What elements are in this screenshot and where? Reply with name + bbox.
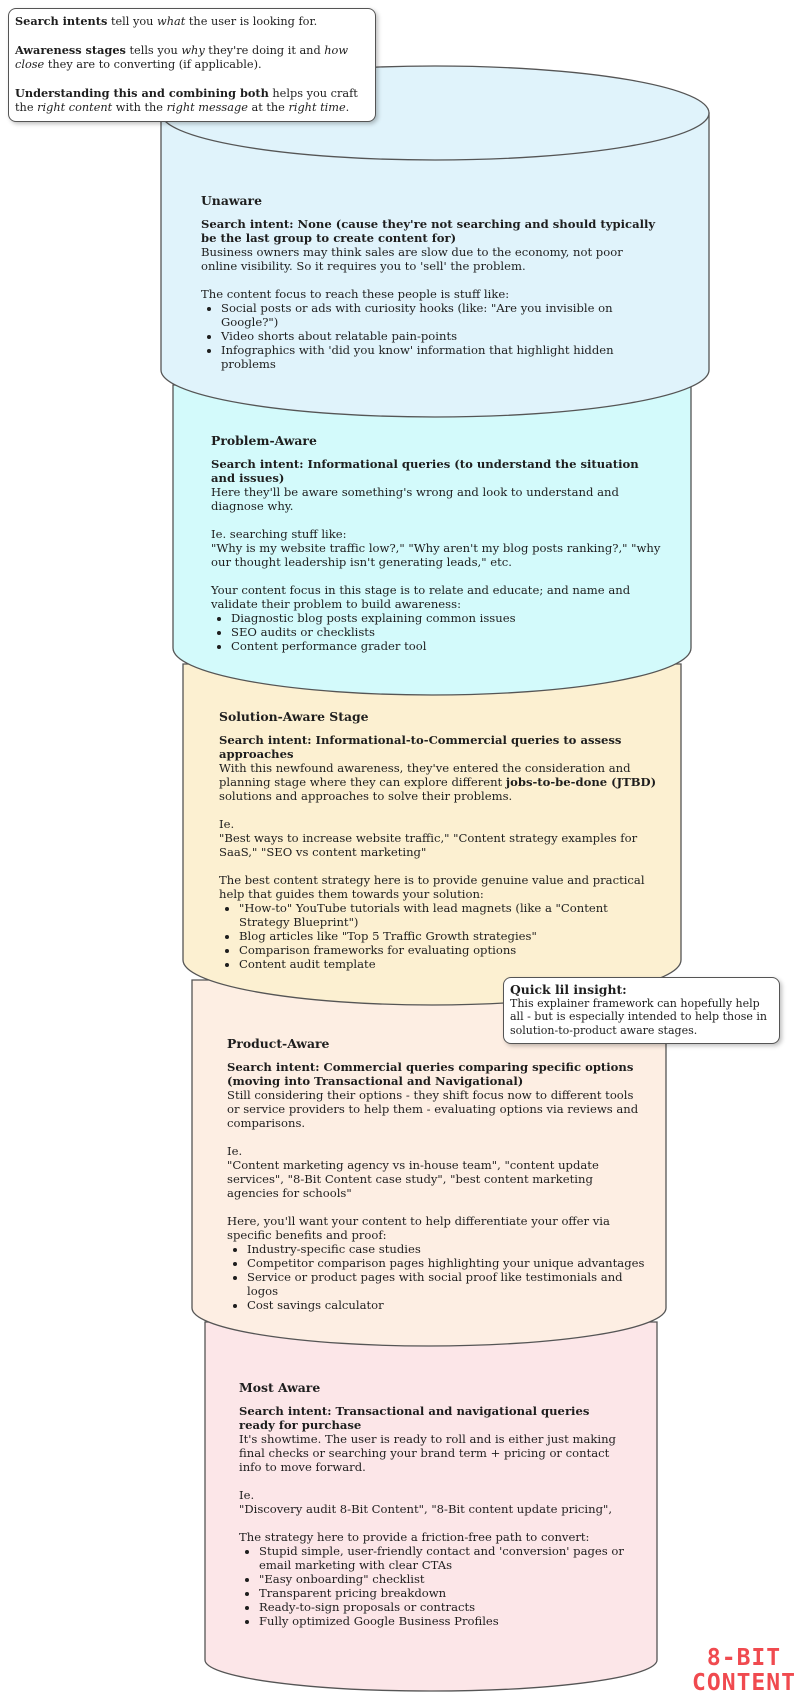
example-queries: "Why is my website traffic low?," "Why aren't my blog posts ranking?," "why our thought leadership isn't generating leads," etc. [211, 541, 661, 569]
list-item: • Transparent pricing breakdown [259, 1586, 629, 1600]
list-item: • Video shorts about relatable pain-points [221, 329, 661, 343]
intro-note: Search intents tell you what the user is looking for. Awareness stages tells you why they're doing it and how close they are to converting (if applicable). Understanding this and combining both helps you craft the right content with the right message at the right time. [8, 8, 376, 122]
list-item: • Industry-specific case studies [247, 1242, 647, 1256]
content-list [211, 611, 663, 653]
list-item: • Cost savings calculator [247, 1298, 647, 1312]
stage-product-aware [227, 1037, 647, 1312]
stage-unaware [201, 194, 661, 371]
example-queries: "Discovery audit 8-Bit Content", "8-Bit content update pricing", [239, 1502, 613, 1516]
insight-title: Quick lil insight: [510, 982, 627, 997]
content-list [219, 901, 657, 971]
list-item: • Social posts or ads with curiosity hooks (like: "Are you invisible on Google?") [221, 301, 661, 329]
example-queries: "Content marketing agency vs in-house team", "content update services", "8-Bit Content case study", "best content marketing agencies for schools" [227, 1158, 599, 1200]
search-intent: Search intent: None (cause they're not searching and should typically be the last group to create content for) [201, 217, 656, 245]
list-item: • Service or product pages with social proof like testimonials and logos [247, 1270, 647, 1298]
stage-title: Product-Aware [227, 1036, 330, 1051]
content-focus: Here, you'll want your content to help differentiate your offer via specific benefits and proof: [227, 1214, 610, 1242]
insight-note [503, 977, 780, 1044]
example-queries: "Best ways to increase website traffic," "Content strategy examples for SaaS," "SEO vs content marketing" [219, 831, 638, 859]
stage-title: Problem-Aware [211, 433, 317, 448]
content-focus: Your content focus in this stage is to relate and educate; and name and validate their problem to build awareness: [211, 583, 631, 611]
example-intro: Ie. [219, 817, 235, 831]
search-intent: Search intent: Commercial queries comparing specific options (moving into Transactional and Navigational) [227, 1060, 634, 1088]
list-item: • Fully optimized Google Business Profiles [259, 1614, 629, 1628]
stage-title: Most Aware [239, 1380, 321, 1395]
list-item: • Infographics with 'did you know' information that highlight hidden problems [221, 343, 661, 371]
stage-description: It's showtime. The user is ready to roll and is either just making final checks or searching your brand term + pricing or contact info to move forward. [239, 1432, 616, 1474]
content-focus: The best content strategy here is to provide genuine value and practical help that guides them towards your solution: [219, 873, 645, 901]
stage-title: Unaware [201, 193, 262, 208]
stage-most-aware [239, 1381, 629, 1628]
example-intro: Ie. [227, 1144, 243, 1158]
stage-description: Business owners may think sales are slow due to the economy, not poor online visibility. So it requires you to 'sell' the problem. [201, 245, 623, 273]
search-intent: Search intent: Informational-to-Commercial queries to assess approaches [219, 733, 622, 761]
list-item: • SEO audits or checklists [231, 625, 663, 639]
list-item: • Blog articles like "Top 5 Traffic Growth strategies" [239, 929, 657, 943]
list-item: • Competitor comparison pages highlighting your unique advantages [247, 1256, 647, 1270]
list-item: • Content performance grader tool [231, 639, 663, 653]
brand-logo: 8-BIT CONTENT [692, 1645, 796, 1696]
stage-description: Still considering their options - they shift focus now to different tools or service providers to help them - evaluating options via reviews and comparisons. [227, 1088, 639, 1130]
content-focus: The content focus to reach these people is stuff like: [201, 287, 510, 301]
list-item: • "Easy onboarding" checklist [259, 1572, 629, 1586]
content-list [227, 1242, 647, 1312]
list-item: • Diagnostic blog posts explaining common issues [231, 611, 663, 625]
list-item: • Comparison frameworks for evaluating options [239, 943, 657, 957]
example-intro: Ie. [239, 1488, 255, 1502]
stage-problem-aware [211, 434, 663, 653]
search-intent: Search intent: Informational queries (to understand the situation and issues) [211, 457, 639, 485]
stage-description: Here they'll be aware something's wrong and look to understand and diagnose why. [211, 485, 619, 513]
example-intro: Ie. searching stuff like: [211, 527, 347, 541]
list-item: • Content audit template [239, 957, 657, 971]
content-list [239, 1544, 629, 1628]
stage-description: With this newfound awareness, they've entered the consideration and planning stage where they can explore different jobs-to-be-done (JTBD) solutions and approaches to solve their problems. [219, 761, 657, 803]
search-intent: Search intent: Transactional and navigational queries ready for purchase [239, 1404, 590, 1432]
content-list [201, 301, 661, 371]
list-item: • Stupid simple, user-friendly contact and 'conversion' pages or email marketing with clear CTAs [259, 1544, 629, 1572]
insight-body: This explainer framework can hopefully help all - but is especially intended to help those in solution-to-product aware stages. [510, 996, 767, 1037]
stage-solution-aware [219, 710, 657, 971]
list-item: • Ready-to-sign proposals or contracts [259, 1600, 629, 1614]
content-focus: The strategy here to provide a friction-free path to convert: [239, 1530, 590, 1544]
stage-title: Solution-Aware Stage [219, 709, 369, 724]
list-item: • "How-to" YouTube tutorials with lead magnets (like a "Content Strategy Blueprint") [239, 901, 657, 929]
